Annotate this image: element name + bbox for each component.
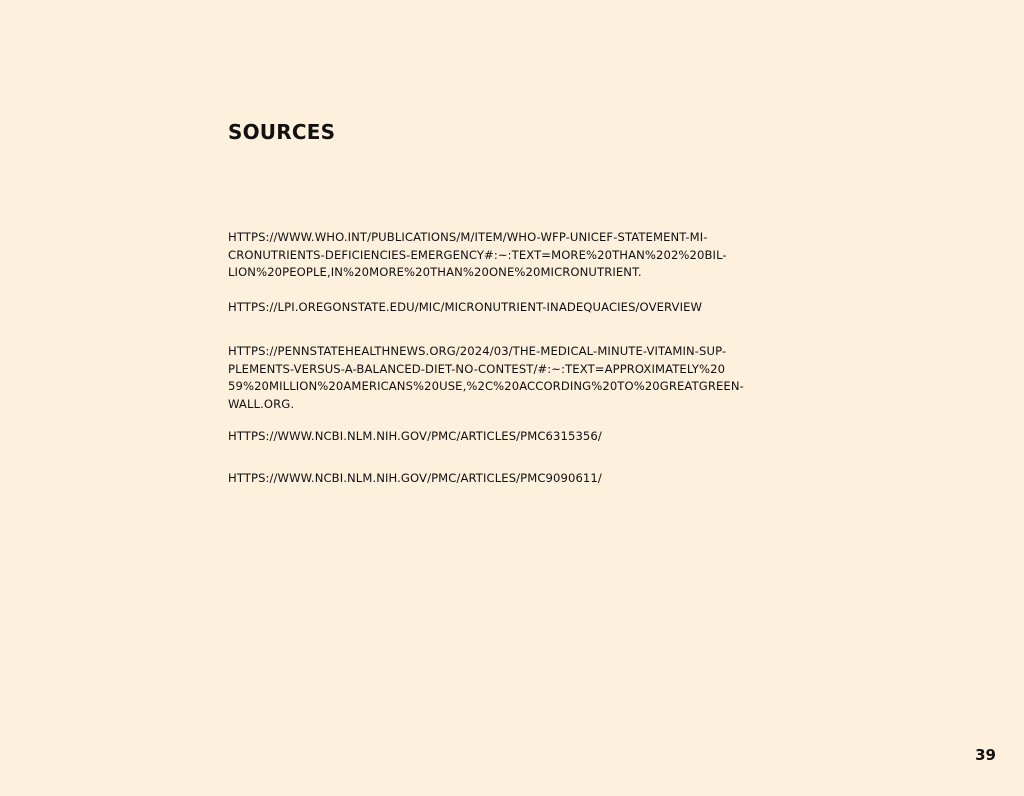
source-line: PLEMENTS-VERSUS-A-BALANCED-DIET-NO-CONTEST/#:~:TEXT=APPROXIMATELY%20 (228, 361, 726, 376)
source-line: CRONUTRIENTS-DEFICIENCIES-EMERGENCY#:~:TEXT=MORE%20THAN%202%20BIL- (228, 247, 727, 262)
source-link-lpi-oregonstate[interactable] (228, 299, 828, 317)
source-line: HTTPS://LPI.OREGONSTATE.EDU/MIC/MICRONUTRIENT-INADEQUACIES/OVERVIEW (228, 300, 703, 314)
page-number: 39 (975, 746, 996, 764)
source-line: HTTPS://WWW.NCBI.NLM.NIH.GOV/PMC/ARTICLES/PMC9090611/ (228, 471, 602, 485)
source-link-pennstatehealthnews[interactable] (228, 343, 828, 413)
source-link-ncbi-pmc9090611[interactable] (228, 470, 828, 488)
source-link-who[interactable] (228, 229, 828, 282)
source-line: WALL.ORG. (228, 396, 295, 411)
source-line: HTTPS://WWW.NCBI.NLM.NIH.GOV/PMC/ARTICLES/PMC6315356/ (228, 429, 602, 443)
page-title: SOURCES (228, 120, 336, 144)
source-line: 59%20MILLION%20AMERICANS%20USE,%2C%20ACCORDING%20TO%20GREATGREEN- (228, 379, 744, 393)
source-line: HTTPS://WWW.WHO.INT/PUBLICATIONS/M/ITEM/WHO-WFP-UNICEF-STATEMENT-MI- (228, 230, 708, 244)
source-line: LION%20PEOPLE,IN%20MORE%20THAN%20ONE%20MICRONUTRIENT. (228, 265, 642, 279)
source-link-ncbi-pmc6315356[interactable] (228, 428, 828, 446)
source-line: HTTPS://PENNSTATEHEALTHNEWS.ORG/2024/03/THE-MEDICAL-MINUTE-VITAMIN-SUP- (228, 344, 727, 358)
